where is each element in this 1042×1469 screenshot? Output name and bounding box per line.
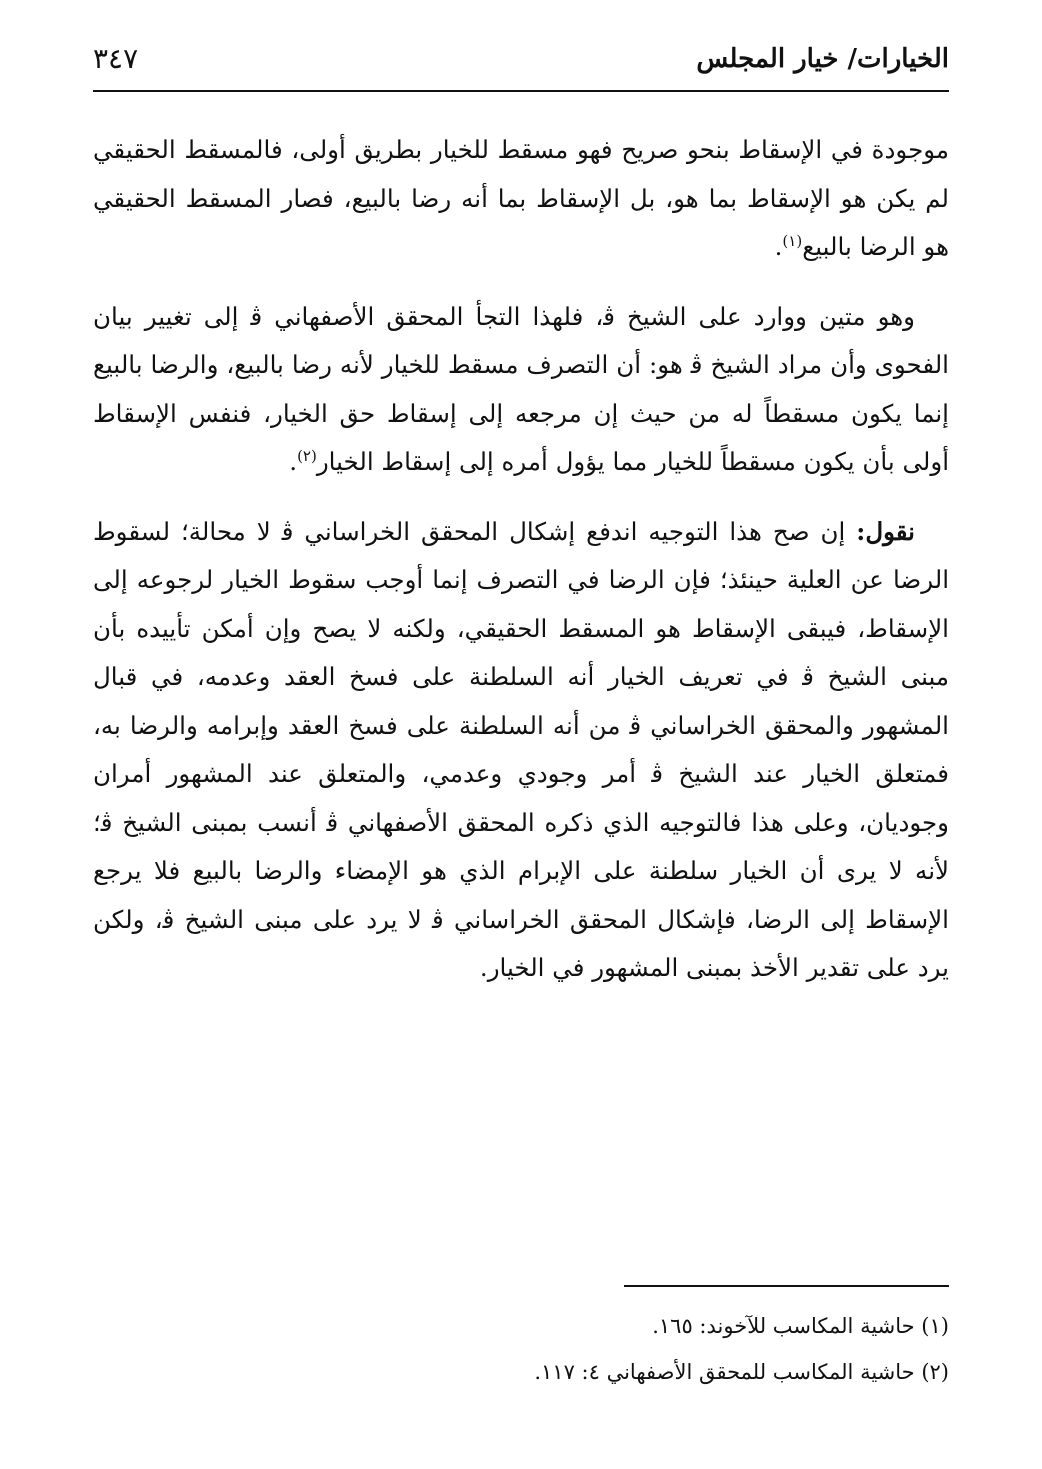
footnote-divider [624, 1285, 949, 1287]
paragraph-3 [93, 508, 949, 993]
footnote-ref-1: (١) [782, 232, 803, 250]
paragraph-end: . [289, 447, 298, 476]
paragraph-1 [93, 126, 949, 275]
paragraph-end: . [774, 232, 783, 261]
paragraph-text: موجودة في الإسقاط بنحو صريح فهو مسقط للخيار بطريق أولى، فالمسقط الحقيقي لم يكن هو الإسقاط بما هو، بل الإسقاط بما أنه رضا بالبيع، فصار المسقط الحقيقي هو الرضا بالبيع [93, 135, 949, 261]
paragraph-text: إن صح هذا التوجيه اندفع إشكال المحقق الخراساني ﭬ لا محالة؛ لسقوط الرضا عن العلية حينئذ؛ فإن الرضا في التصرف إنما أوجب سقوط الخيار لرجوعه إلى الإسقاط، فيبقى الإسقاط هو المسقط الحقيقي، ولكنه لا يصح وإن أمكن تأييده بأن مبنى الشيخ ﭬ في تعريف الخيار أنه السلطنة على فسخ العقد وعدمه، في قبال المشهور والمحقق الخراساني ﭬ من أنه السلطنة على فسخ العقد وإبرامه والرضا به، فمتعلق الخيار عند الشيخ ﭬ أمر وجودي وعدمي، والمتعلق عند المشهور أمران وجوديان، وعلى هذا فالتوجيه الذي ذكره المحقق الأصفهاني ﭬ أنسب بمبنى الشيخ ﭬ؛ لأنه لا يرى أن الخيار سلطنة على الإبرام الذي هو الإمضاء والرضا بالبيع فلا يرجع الإسقاط إلى الرضا، فإشكال المحقق الخراساني ﭬ لا يرد على مبنى الشيخ ﭬ، ولكن يرد على تقدير الأخذ بمبنى المشهور في الخيار. [93, 516, 949, 982]
footnote-ref-2: (٢) [297, 447, 317, 465]
main-text [93, 126, 949, 1011]
paragraph-text: وهو متين ووارد على الشيخ ﭬ، فلهذا التجأ المحقق الأصفهاني ﭬ إلى تغيير بيان الفحوى وأن مراد الشيخ ﭬ هو: أن التصرف مسقط للخيار لأنه رضا بالبيع، والرضا بالبيع إنما يكون مسقطاً له من حيث إن مرجعه إلى إسقاط حق الخيار، فنفس الإسقاط أولى بأن يكون مسقطاً للخيار مما يؤول أمره إلى إسقاط الخيار [93, 301, 949, 476]
page-header [93, 38, 949, 92]
lead-word: نقول: [856, 516, 915, 546]
footnote-2: (٢) حاشية المكاسب للمحقق الأصفهاني ٤: ١١٧. [534, 1360, 949, 1384]
paragraph-2 [93, 293, 949, 490]
footnote-1: (١) حاشية المكاسب للآخوند: ١٦٥. [652, 1314, 949, 1338]
footnotes [93, 1303, 949, 1395]
running-title: الخيارات/ خيار المجلس [696, 44, 949, 74]
page-number: ٣٤٧ [93, 42, 139, 75]
